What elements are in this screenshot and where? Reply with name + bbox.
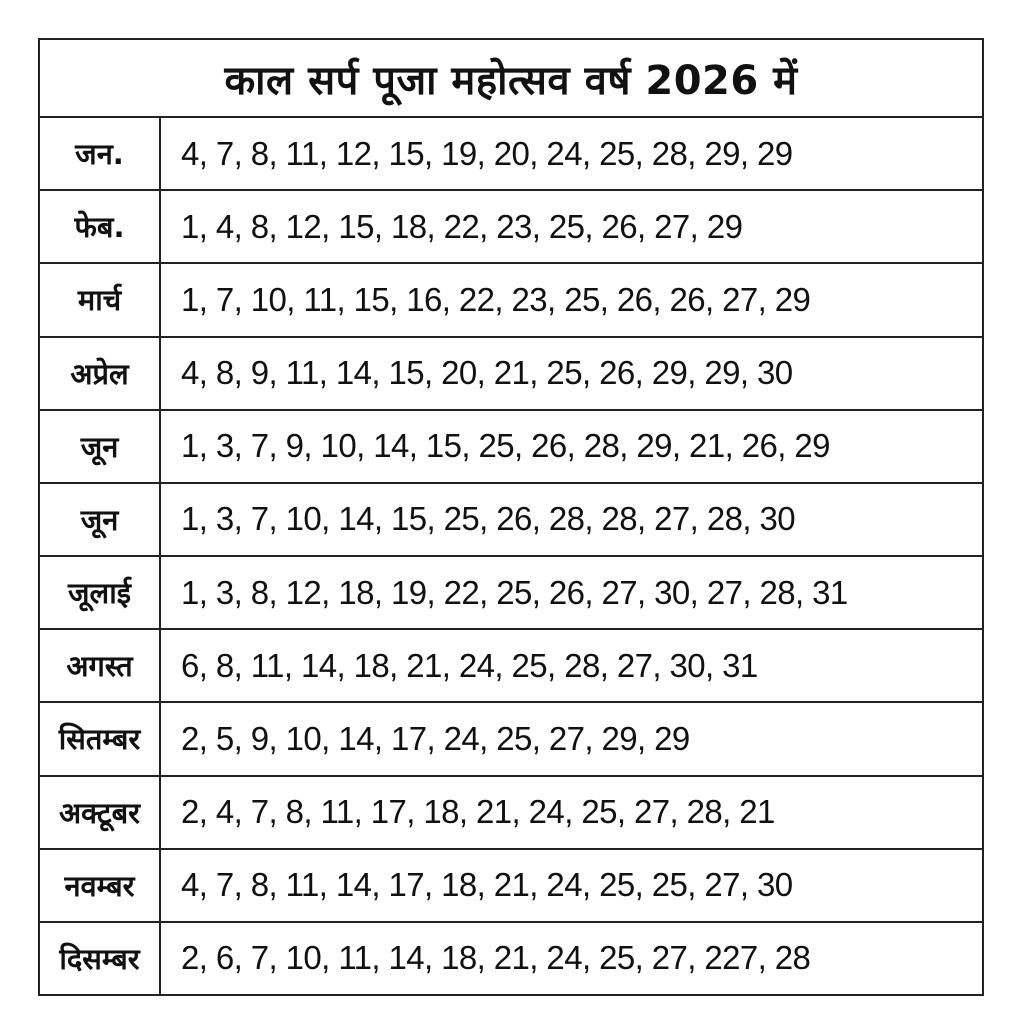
table-body	[40, 118, 982, 994]
month-cell: अगस्त	[40, 630, 161, 701]
dates-cell: 1, 3, 8, 12, 18, 19, 22, 25, 26, 27, 30, 27, 28, 31	[181, 573, 848, 611]
dates-cell: 2, 4, 7, 8, 11, 17, 18, 21, 24, 25, 27, 28, 21	[181, 793, 775, 831]
month-cell: अप्रेल	[40, 338, 161, 409]
table-row	[40, 777, 982, 850]
table-row	[40, 338, 982, 411]
table-row	[40, 630, 982, 703]
dates-cell: 2, 6, 7, 10, 11, 14, 18, 21, 24, 25, 27, 227, 28	[181, 939, 811, 977]
month-cell: सितम्बर	[40, 703, 161, 774]
dates-cell: 2, 5, 9, 10, 14, 17, 24, 25, 27, 29, 29	[181, 719, 690, 757]
month-cell: जूलाई	[40, 557, 161, 628]
month-cell: जून	[40, 484, 161, 555]
table-title: काल सर्प पूजा महोत्सव वर्ष 2026 में	[40, 40, 982, 118]
month-cell: जन.	[40, 118, 161, 189]
dates-cell: 1, 3, 7, 9, 10, 14, 15, 25, 26, 28, 29, 21, 26, 29	[181, 427, 830, 465]
dates-cell: 6, 8, 11, 14, 18, 21, 24, 25, 28, 27, 30, 31	[181, 646, 758, 684]
dates-cell: 1, 3, 7, 10, 14, 15, 25, 26, 28, 28, 27, 28, 30	[181, 500, 795, 538]
month-cell: जून	[40, 411, 161, 482]
table-row	[40, 484, 982, 557]
month-cell: नवम्बर	[40, 850, 161, 921]
month-cell: दिसम्बर	[40, 923, 161, 994]
month-cell: अक्टूबर	[40, 777, 161, 848]
table-row	[40, 118, 982, 191]
dates-cell: 4, 7, 8, 11, 14, 17, 18, 21, 24, 25, 25, 27, 30	[181, 866, 793, 904]
dates-cell: 4, 8, 9, 11, 14, 15, 20, 21, 25, 26, 29, 29, 30	[181, 354, 793, 392]
calendar-table	[38, 38, 984, 996]
table-row	[40, 411, 982, 484]
dates-cell: 1, 7, 10, 11, 15, 16, 22, 23, 25, 26, 26, 27, 29	[181, 280, 811, 318]
table-row	[40, 264, 982, 337]
table-row	[40, 557, 982, 630]
table-row	[40, 191, 982, 264]
dates-cell: 1, 4, 8, 12, 15, 18, 22, 23, 25, 26, 27, 29	[181, 207, 743, 245]
month-cell: फेब.	[40, 191, 161, 262]
table-row	[40, 703, 982, 776]
table-row	[40, 850, 982, 923]
table-row	[40, 923, 982, 994]
dates-cell: 4, 7, 8, 11, 12, 15, 19, 20, 24, 25, 28, 29, 29	[181, 134, 793, 172]
month-cell: मार्च	[40, 264, 161, 335]
